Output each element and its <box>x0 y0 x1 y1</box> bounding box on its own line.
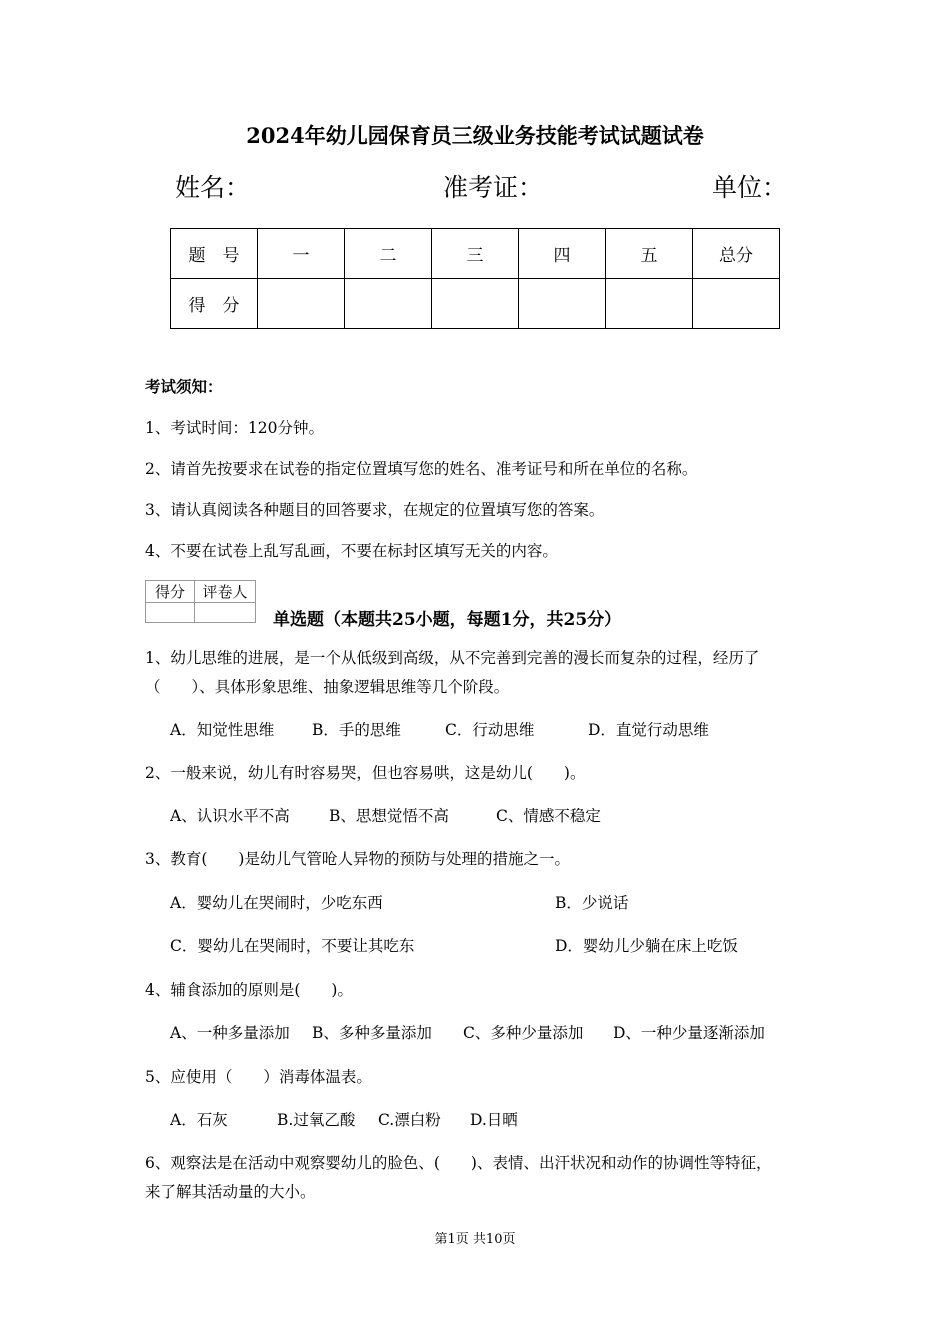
option[interactable]: C．行动思维 <box>445 721 535 739</box>
score-header-cell: 四 <box>519 229 606 279</box>
option[interactable]: C.漂白粉 <box>378 1111 441 1129</box>
score-cell[interactable] <box>519 279 606 329</box>
question-1-text: 1、幼儿思维的进展，是一个从低级到高级，从不完善到完善的漫长而复杂的过程，经历了 <box>145 649 760 667</box>
score-cell[interactable] <box>693 279 780 329</box>
exam-title: 2024年幼儿园保育员三级业务技能考试试题试卷 <box>246 123 704 148</box>
grader-label: 评卷人 <box>195 581 256 603</box>
question-6-text-cont: 来了解其活动量的大小。 <box>145 1183 316 1201</box>
score-header-cell: 题 号 <box>171 229 258 279</box>
option[interactable]: A．婴幼儿在哭闹时，少吃东西 <box>170 894 383 912</box>
option[interactable]: A、认识水平不高 <box>170 807 290 825</box>
option[interactable]: B、思想觉悟不高 <box>329 807 449 825</box>
score-table-score-row <box>171 279 780 329</box>
option[interactable]: D．直觉行动思维 <box>588 721 709 739</box>
unit-label: 单位： <box>712 173 788 202</box>
score-header-cell: 总分 <box>693 229 780 279</box>
name-label: 姓名： <box>175 173 251 202</box>
question-5-text: 5、应使用（ ）消毒体温表。 <box>145 1068 372 1086</box>
option[interactable]: A、一种多量添加 <box>170 1024 290 1042</box>
notice-item: 4、不要在试卷上乱写乱画，不要在标封区填写无关的内容。 <box>145 542 558 560</box>
score-header-cell: 五 <box>606 229 693 279</box>
grader-score-label: 得分 <box>146 581 195 603</box>
option[interactable]: C．婴幼儿在哭闹时，不要让其吃东 <box>170 937 415 955</box>
option[interactable]: C、多种少量添加 <box>463 1024 584 1042</box>
score-table <box>170 228 780 329</box>
option[interactable]: B．少说话 <box>555 894 629 912</box>
notice-item: 2、请首先按要求在试卷的指定位置填写您的姓名、准考证号和所在单位的名称。 <box>145 460 698 478</box>
score-table-header-row <box>171 229 780 279</box>
option[interactable]: D.日晒 <box>470 1111 518 1129</box>
option[interactable]: D、一种少量逐渐添加 <box>613 1024 765 1042</box>
score-header-cell: 一 <box>258 229 345 279</box>
option[interactable]: A．知觉性思维 <box>170 721 275 739</box>
grader-box <box>145 580 256 623</box>
score-row-label: 得 分 <box>171 279 258 329</box>
option[interactable]: A．石灰 <box>170 1111 228 1129</box>
question-2-text: 2、一般来说，幼儿有时容易哭，但也容易哄，这是幼儿( )。 <box>145 764 586 782</box>
score-cell[interactable] <box>258 279 345 329</box>
notice-item: 1、考试时间：120分钟。 <box>145 419 324 437</box>
score-cell[interactable] <box>345 279 432 329</box>
score-cell[interactable] <box>606 279 693 329</box>
question-6-text: 6、观察法是在活动中观察婴幼儿的脸色、( )、表情、出汗状况和动作的协调性等特征， <box>145 1154 772 1172</box>
grader-score-cell[interactable] <box>146 603 195 623</box>
grader-name-cell[interactable] <box>195 603 256 623</box>
question-1-text-cont: （ ）、具体形象思维、抽象逻辑思维等几个阶段。 <box>145 678 510 696</box>
notice-heading: 考试须知： <box>145 377 223 396</box>
score-header-cell: 二 <box>345 229 432 279</box>
option[interactable]: B．手的思维 <box>312 721 401 739</box>
page-number: 第1页 共10页 <box>434 1232 516 1247</box>
question-3-text: 3、教育( )是幼儿气管呛人异物的预防与处理的措施之一。 <box>145 850 570 868</box>
option[interactable]: C、情感不稳定 <box>496 807 601 825</box>
option[interactable]: B.过氧乙酸 <box>277 1111 356 1129</box>
score-cell[interactable] <box>432 279 519 329</box>
score-header-cell: 三 <box>432 229 519 279</box>
exam-id-label: 准考证： <box>443 173 544 202</box>
section-title: 单选题（本题共25小题，每题1分，共25分） <box>273 610 622 630</box>
question-4-text: 4、辅食添加的原则是( )。 <box>145 981 353 999</box>
notice-item: 3、请认真阅读各种题目的回答要求，在规定的位置填写您的答案。 <box>145 501 605 519</box>
option[interactable]: B、多种多量添加 <box>312 1024 432 1042</box>
option[interactable]: D．婴幼儿少躺在床上吃饭 <box>555 937 738 955</box>
